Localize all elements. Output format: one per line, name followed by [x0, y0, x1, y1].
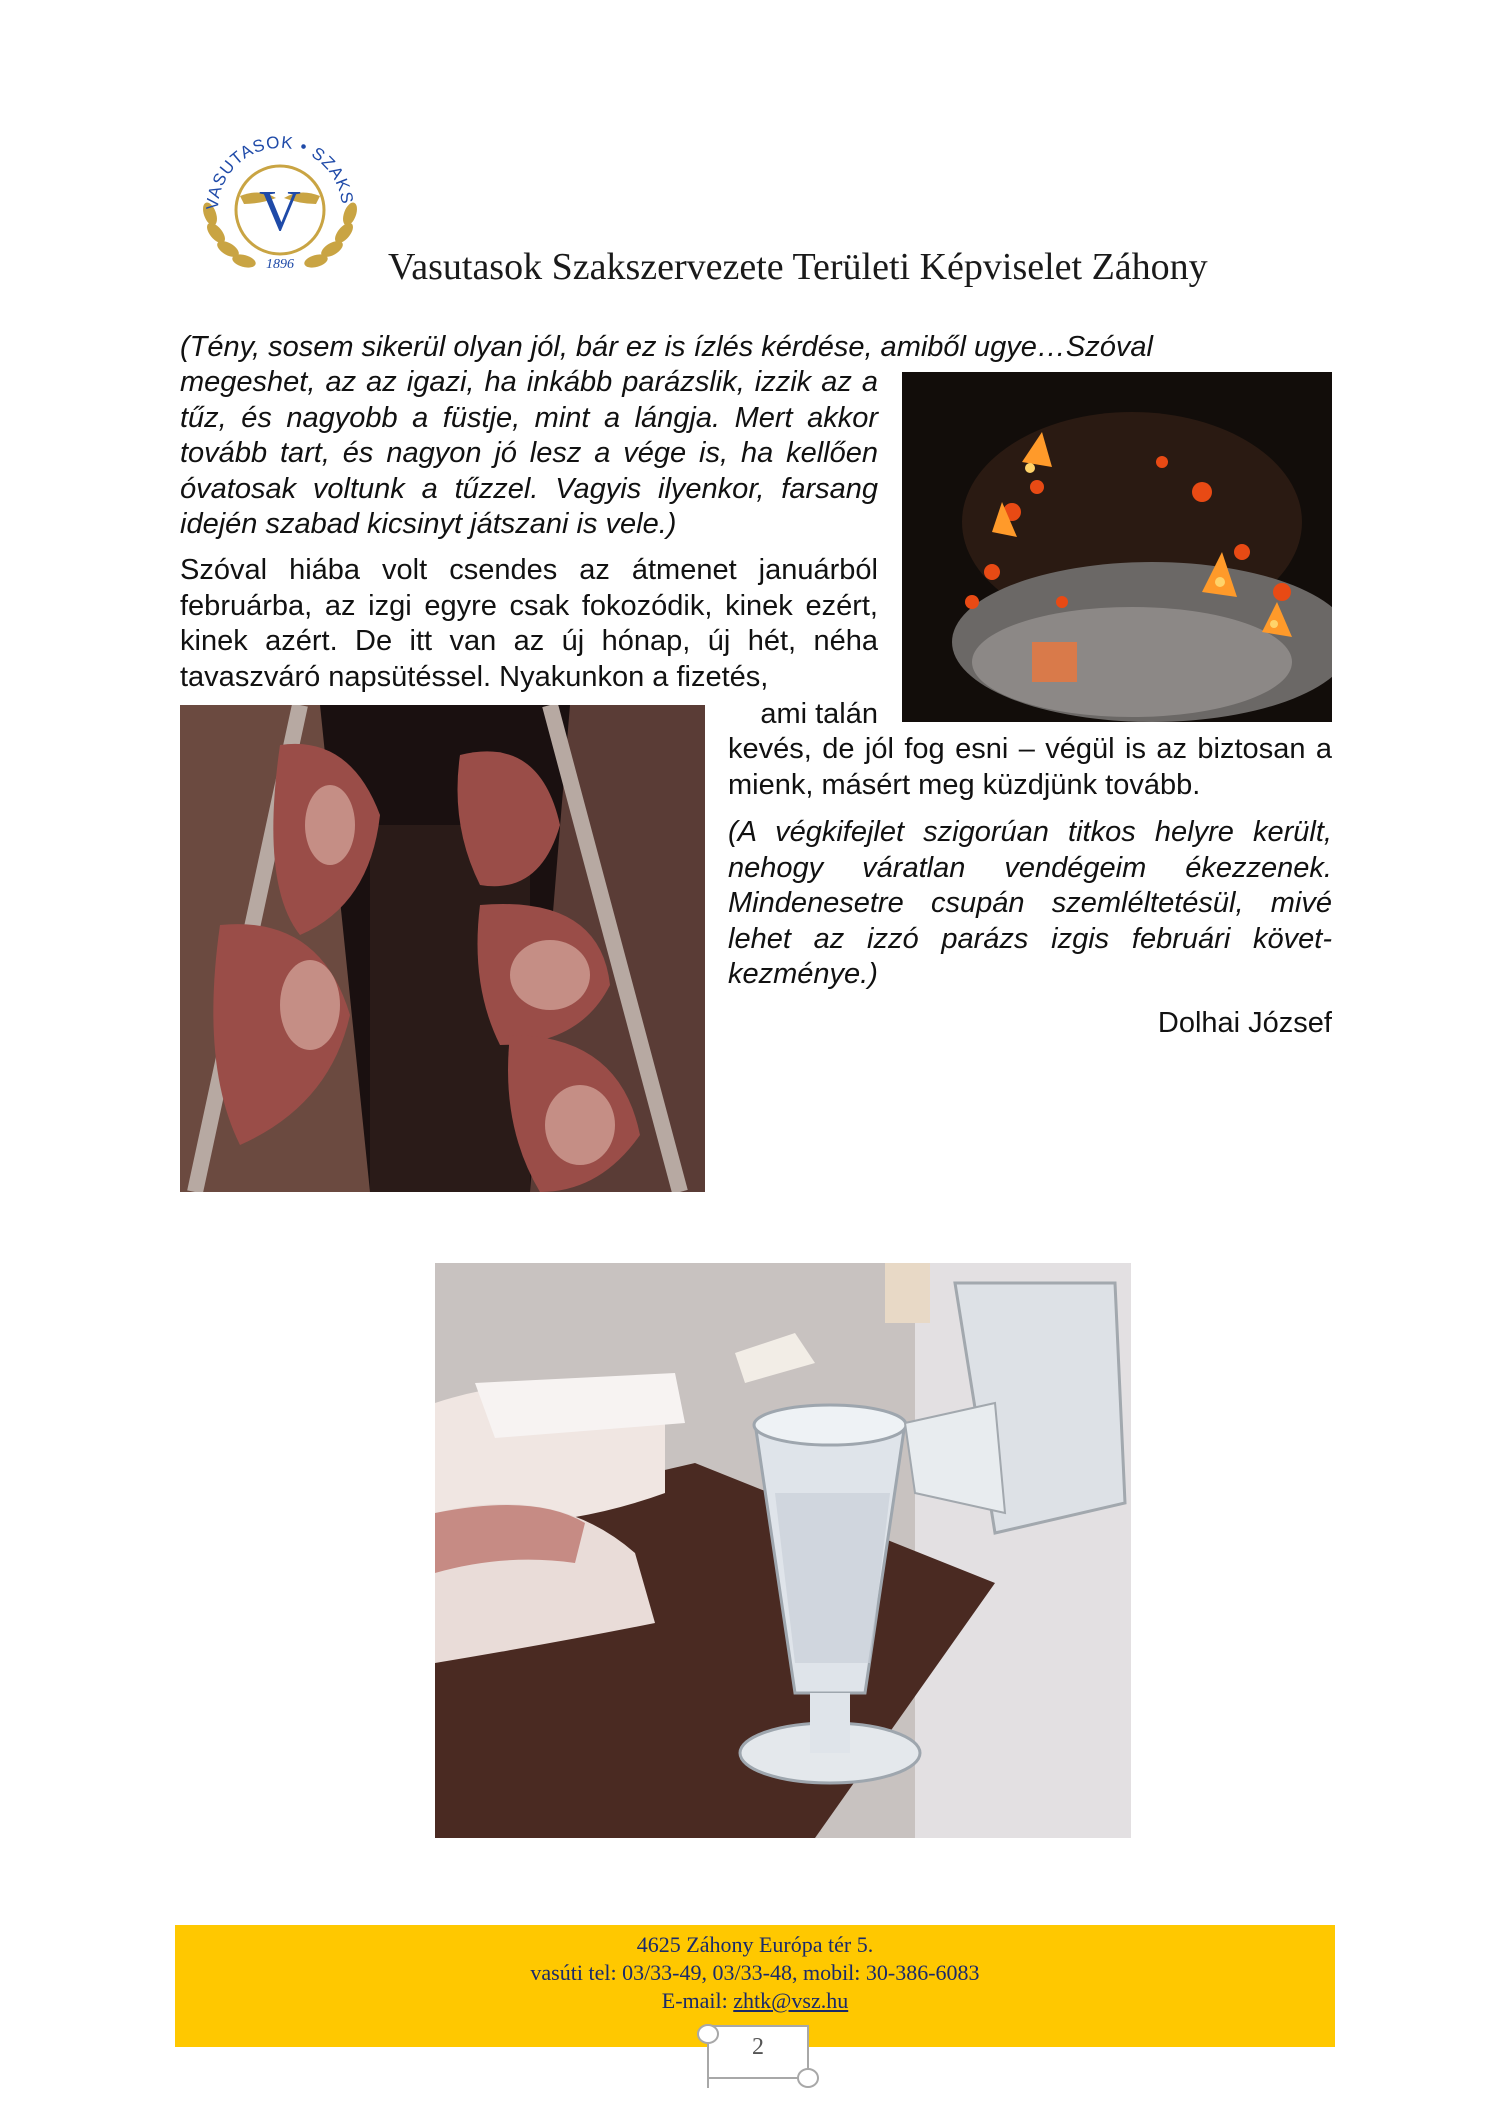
footer-phone: vasúti tel: 03/33-49, 03/33-48, mobil: 30-386-6083: [530, 1960, 980, 1985]
intro-first-line: (Tény, sosem sikerül olyan jól, bár ez is ízlés kérdése, amiből ugye…Szóval: [180, 331, 1153, 363]
logo-year: 1896: [266, 257, 294, 272]
body-paragraph-2-tail: ami talán: [760, 698, 878, 730]
photo-embers: [902, 372, 1332, 722]
footer-email-link[interactable]: zhtk@vsz.hu: [733, 1988, 849, 2013]
intro-paragraph: megeshet, az az igazi, ha inkább parázslik, izzik az a tűz, és nagyobb a füstje, mint a lángja. Mert akkor tovább tart, és nagyon jó lesz a vége is, ha kellően óvatosak voltunk a tűzzel. Vagyis ilyenkor, farsang idején szabad kicsinyt játszani is vele.): [180, 366, 878, 540]
body-paragraph-2-continued: kevés, de jól fog esni – végül is az biztosan a mienk, másért meg küzdjünk tovább.: [728, 733, 1332, 801]
logo-ring-text: VASUTASOK • SZAKS: [202, 132, 357, 211]
footer-email-line: [175, 1988, 1335, 2014]
body-paragraph-3: (A végkifejlet szigorúan titkos helyre került, nehogy váratlan vendégeim ékezzenek. Mindenesetre csupán szemléltetésül, mivé lehet az izzó parázs izgis februári követ-kezménye.): [728, 816, 1332, 990]
union-logo: [188, 118, 373, 280]
page-number: 2: [752, 2034, 764, 2060]
body-paragraph-2: Szóval hiába volt csendes az átmenet januárból februárba, az izgi egyre csak fokozódik, kinek ezért, kinek azért. De itt van az új hónap, új hét, néha tavaszváró napsütéssel. Nyakunkon a fizetés,: [180, 554, 878, 693]
page-title: Vasutasok Szakszervezete Területi Képviselet Záhony: [388, 246, 1208, 288]
footer-email-label: E-mail:: [661, 1988, 734, 2013]
author-signature: Dolhai József: [1157, 1007, 1332, 1039]
photo-smoked-meat: [180, 705, 705, 1192]
photo-bacon-and-palinka: [435, 1263, 1131, 1838]
logo-letter: V: [259, 178, 301, 243]
footer-address: 4625 Záhony Európa tér 5.: [636, 1932, 874, 1957]
